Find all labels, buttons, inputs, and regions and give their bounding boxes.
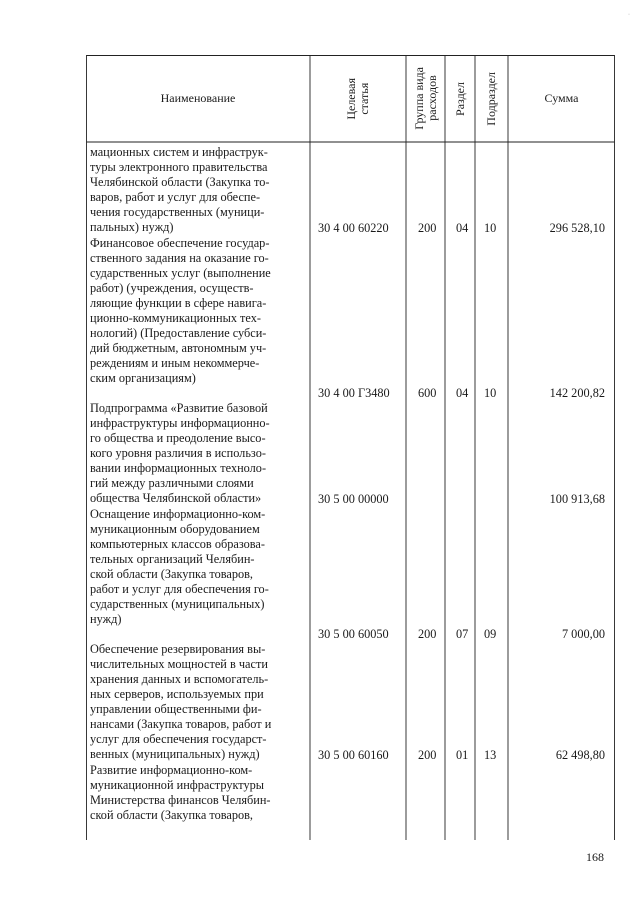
row-subsection: 09: [484, 627, 497, 641]
header-sum: Сумма: [544, 91, 579, 105]
row-code: 30 4 00 60220: [318, 221, 389, 235]
budget-table: [86, 55, 615, 840]
header-target-article: Целевая статья: [344, 77, 371, 120]
row-sum: 296 528,10: [549, 221, 605, 235]
row-section: 04: [456, 386, 469, 400]
row-sum: 62 498,80: [555, 748, 605, 762]
row-section: 04: [456, 221, 469, 235]
row-sum: 100 913,68: [549, 492, 605, 506]
row-code: 30 4 00 Г3480: [318, 386, 390, 400]
header-subsection: Подраздел: [484, 71, 498, 126]
row-subsection: 10: [484, 221, 497, 235]
row-subsection: 13: [484, 748, 497, 762]
row-name: Оснащение информационно-ком- муникационным оборудованием компьютерных классов образова- тельных организаций Челябин- ской области (Закупка товаров, работ и услуг для обеспечения го- сударственных (муниципальных) нужд): [90, 507, 269, 627]
row-name: мационных систем и инфраструк- туры электронного правительства Челябинской области (Закупка то- варов, работ и услуг для обеспе- чения государственных (муници- пальных) нужд): [90, 145, 270, 235]
row-name: Развитие информационно-ком- муникационной инфраструктуры Министерства финансов Челябин- ской области (Закупка товаров,: [90, 763, 271, 823]
row-group: 200: [418, 221, 437, 235]
row-group: 200: [418, 748, 437, 762]
page-number: 168: [586, 850, 604, 864]
header-section: Раздел: [452, 81, 467, 116]
corner-mark: ·: [628, 12, 630, 18]
row-sum: 7 000,00: [561, 627, 605, 641]
header-name: Наименование: [160, 91, 236, 105]
header-expense-group: Группа вида расходов: [411, 67, 439, 130]
row-code: 30 5 00 60160: [318, 748, 389, 762]
row-code: 30 5 00 60050: [318, 627, 389, 641]
row-subsection: 10: [484, 386, 497, 400]
row-group: 200: [418, 627, 437, 641]
row-section: 01: [456, 748, 469, 762]
row-code: 30 5 00 00000: [318, 492, 389, 506]
row-name: Обеспечение резервирования вы- числительных мощностей в части хранения данных и вспомогатель- ных серверов, используемых при управлении общественными фи- нансами (Закупка товаров, работ и услуг для обеспечения государст- венных (муниципальных) нужд): [90, 642, 272, 762]
row-section: 07: [456, 627, 469, 641]
row-group: 600: [418, 386, 437, 400]
row-name: Финансовое обеспечение государ- ственного задания на оказание го- сударственных услуг (выполнение работ) (учреждения, осуществ- ляющие функции в сфере навига- ционно-коммуникационных тех- нологий) (Предоставление субси- дий бюджетным, автономным уч- реждениям и иным некоммерче- ским организациям): [90, 236, 271, 386]
row-name: Подпрограмма «Развитие базовой инфраструктуры информационно- го общества и преодоление высо- кого уровня различия в использо- вании информационных техноло- гий между различными слоями общества Челябинской области»: [90, 401, 270, 506]
row-sum: 142 200,82: [549, 386, 605, 400]
